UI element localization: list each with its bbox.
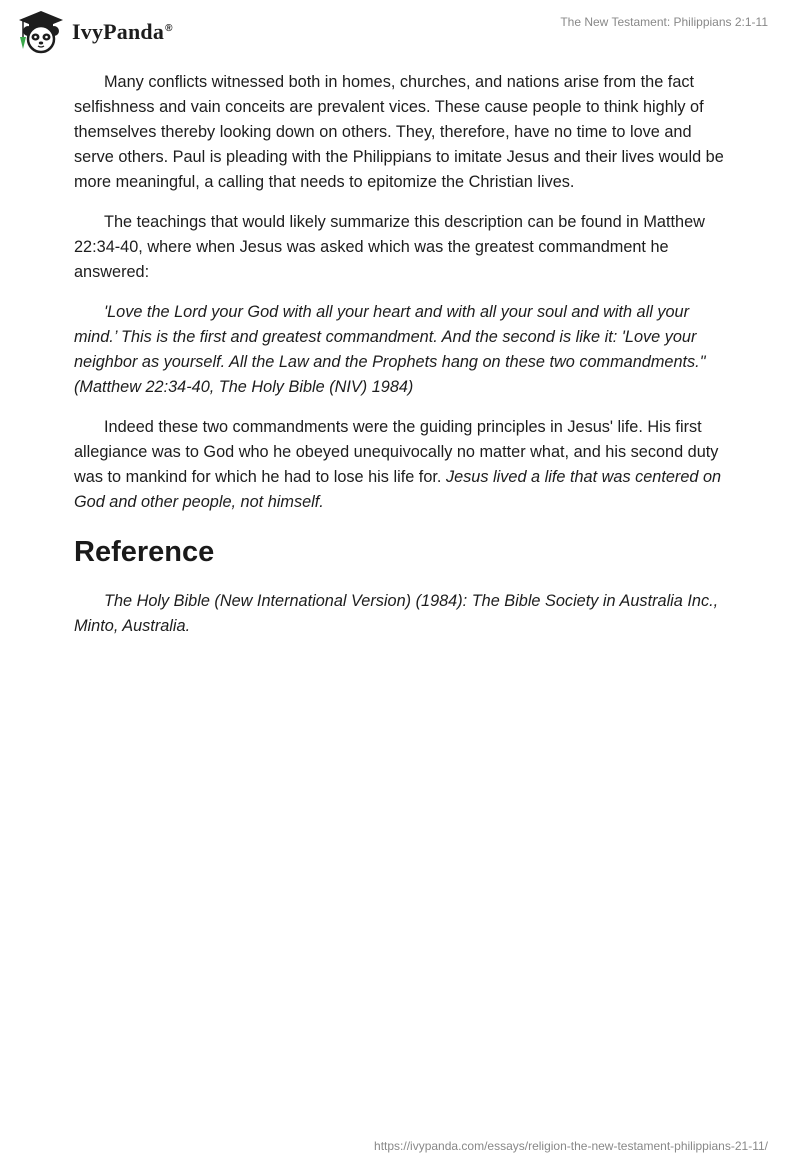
running-title: The New Testament: Philippians 2:1-11: [560, 15, 768, 29]
logo-wordmark: [72, 19, 173, 45]
paragraph-1: Many conflicts witnessed both in homes, churches, and nations arise from the fact selfishness and vain conceits are prevalent vices. These cause people to think highly of themselves thereby looking down on others. They, therefore, have no time to love and serve others. Paul is pleading with the Philippians to imitate Jesus and their lives would be more meaningful, a calling that needs to epitomize the Christian lives.: [74, 73, 724, 191]
source-url-link[interactable]: https://ivypanda.com/essays/religion-the-new-testament-philippians-21-11/: [374, 1139, 768, 1153]
paragraph-3: [74, 415, 724, 515]
paragraph-2: The teachings that would likely summarize this description can be found in Matthew 22:34-40, where when Jesus was asked which was the greatest commandment he answered:: [74, 213, 705, 281]
paragraph-3-text: Indeed these two commandments were the guiding principles in Jesus' life. His first allegiance was to God who he obeyed unequivocally no matter what, and his second duty was to mankind for which he had to lose his life for.: [74, 418, 719, 486]
scripture-quote: 'Love the Lord your God with all your heart and with all your soul and with all your mind.’ This is the first and greatest commandment. And the second is like it: 'Love your neighbor as yourself. All the Law and the Prophets hang on these two commandments." (Matthew 22:34-40, The Holy Bible (NIV) 1984): [74, 303, 706, 396]
logo-name: IvyPanda: [72, 19, 165, 44]
panda-graduate-icon: [16, 9, 66, 55]
page-header: [0, 0, 800, 70]
reference-heading: Reference: [74, 536, 215, 568]
reference-entry: The Holy Bible (New International Version) (1984): The Bible Society in Australia Inc., Minto, Australia.: [74, 592, 719, 635]
essay-content: [74, 70, 724, 654]
paragraph-3-emphasis: Jesus lived a life that was centered on God and other people, not himself.: [74, 468, 722, 511]
registered-mark: ®: [165, 22, 173, 34]
ivypanda-logo[interactable]: [16, 8, 173, 56]
